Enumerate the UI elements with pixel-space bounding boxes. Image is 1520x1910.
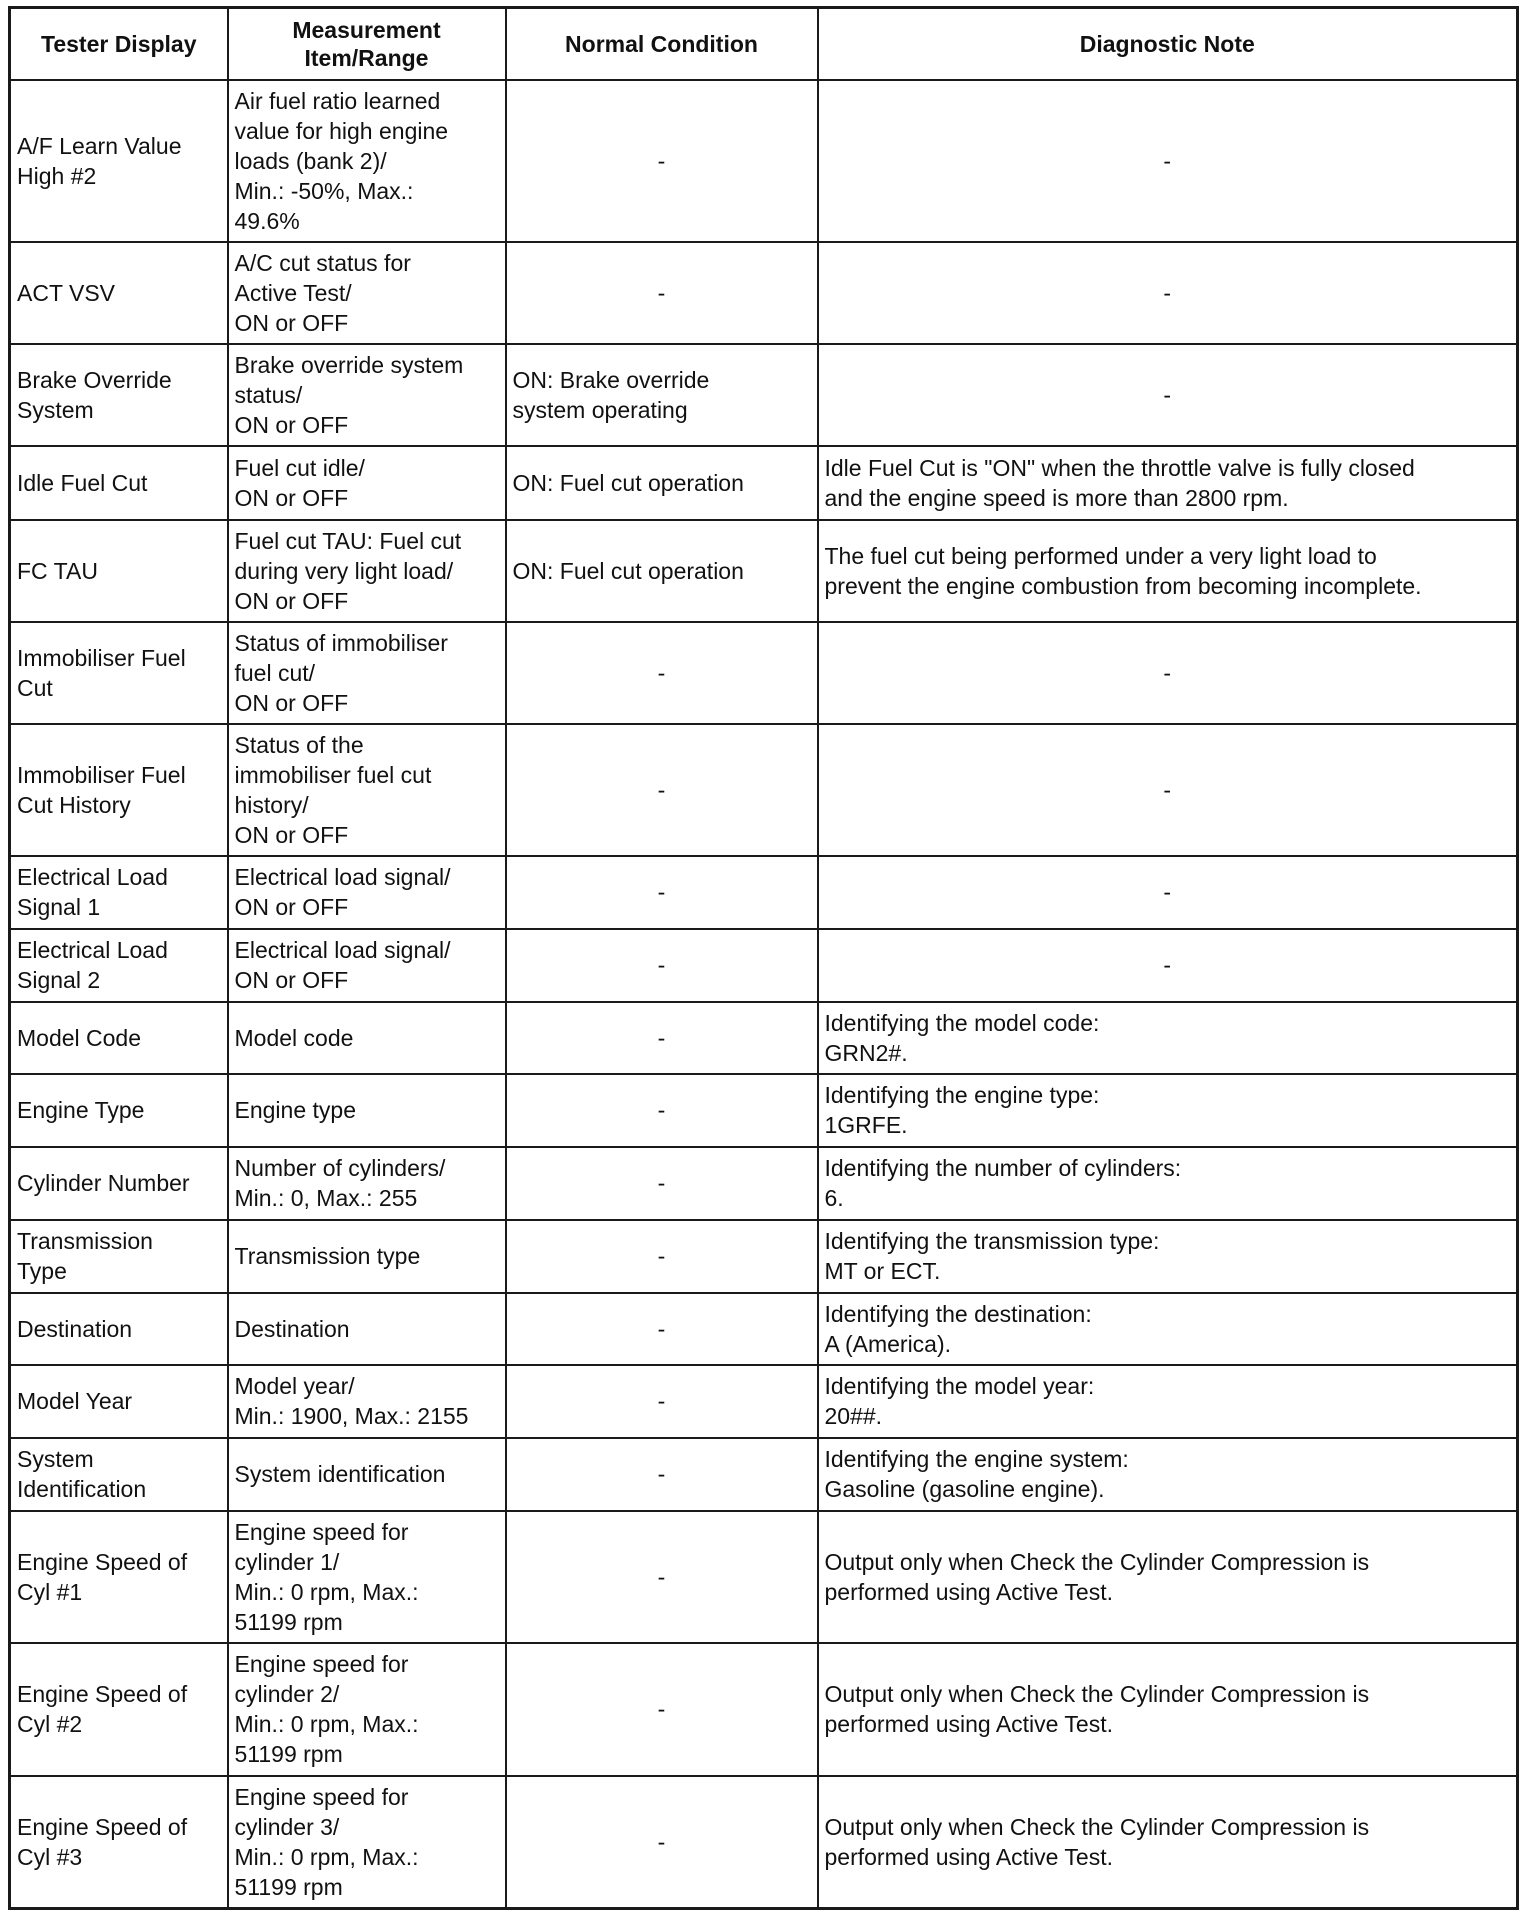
cell-measurement-item: Fuel cut TAU: Fuel cut during very light load/ ON or OFF [228, 520, 506, 622]
table-row [10, 80, 1518, 242]
header-measurement-item-range: Measurement Item/Range [228, 8, 506, 80]
table-row [10, 446, 1518, 520]
table-row [10, 1776, 1518, 1909]
header-diagnostic-note: Diagnostic Note [818, 8, 1518, 80]
cell-normal-condition: ON: Fuel cut operation [506, 446, 818, 520]
cell-diagnostic-note: Identifying the engine system: Gasoline (gasoline engine). [818, 1438, 1518, 1511]
table-row [10, 1147, 1518, 1220]
cell-normal-condition: - [506, 1776, 818, 1909]
cell-measurement-item: Brake override system status/ ON or OFF [228, 344, 506, 446]
cell-measurement-item: Electrical load signal/ ON or OFF [228, 929, 506, 1002]
cell-normal-condition: - [506, 1643, 818, 1776]
header-normal-condition: Normal Condition [506, 8, 818, 80]
table-row [10, 1074, 1518, 1147]
table-row [10, 344, 1518, 446]
cell-normal-condition: - [506, 1220, 818, 1293]
table-row [10, 1293, 1518, 1365]
cell-normal-condition: - [506, 856, 818, 929]
table-row [10, 1220, 1518, 1293]
table-row [10, 1438, 1518, 1511]
cell-measurement-item: System identification [228, 1438, 506, 1511]
cell-diagnostic-note: Identifying the engine type: 1GRFE. [818, 1074, 1518, 1147]
cell-tester-display: Idle Fuel Cut [10, 446, 228, 520]
data-list-sheet [8, 6, 1516, 1904]
cell-tester-display: Engine Speed of Cyl #1 [10, 1511, 228, 1643]
cell-measurement-item: Engine speed for cylinder 2/ Min.: 0 rpm, Max.: 51199 rpm [228, 1643, 506, 1776]
cell-normal-condition: - [506, 1147, 818, 1220]
cell-tester-display: Model Code [10, 1002, 228, 1074]
cell-tester-display: Immobiliser Fuel Cut History [10, 724, 228, 856]
cell-diagnostic-note: Identifying the model year: 20##. [818, 1365, 1518, 1438]
cell-measurement-item: Electrical load signal/ ON or OFF [228, 856, 506, 929]
cell-normal-condition: - [506, 724, 818, 856]
table-row [10, 724, 1518, 856]
cell-normal-condition: - [506, 1074, 818, 1147]
cell-tester-display: Engine Type [10, 1074, 228, 1147]
cell-tester-display: A/F Learn Value High #2 [10, 80, 228, 242]
header-tester-display: Tester Display [10, 8, 228, 80]
cell-diagnostic-note: - [818, 929, 1518, 1002]
table-row [10, 1002, 1518, 1074]
cell-measurement-item: Status of immobiliser fuel cut/ ON or OFF [228, 622, 506, 724]
cell-diagnostic-note: - [818, 856, 1518, 929]
cell-normal-condition: - [506, 622, 818, 724]
cell-diagnostic-note: - [818, 242, 1518, 344]
cell-diagnostic-note: Identifying the number of cylinders: 6. [818, 1147, 1518, 1220]
cell-normal-condition: - [506, 80, 818, 242]
table-row [10, 1511, 1518, 1643]
cell-measurement-item: Fuel cut idle/ ON or OFF [228, 446, 506, 520]
cell-tester-display: Cylinder Number [10, 1147, 228, 1220]
cell-normal-condition: ON: Brake override system operating [506, 344, 818, 446]
cell-diagnostic-note: Identifying the transmission type: MT or ECT. [818, 1220, 1518, 1293]
cell-tester-display: Electrical Load Signal 2 [10, 929, 228, 1002]
cell-tester-display: Model Year [10, 1365, 228, 1438]
cell-measurement-item: Destination [228, 1293, 506, 1365]
cell-normal-condition: - [506, 1365, 818, 1438]
cell-diagnostic-note: Identifying the model code: GRN2#. [818, 1002, 1518, 1074]
cell-normal-condition: ON: Fuel cut operation [506, 520, 818, 622]
cell-diagnostic-note: - [818, 80, 1518, 242]
cell-tester-display: Transmission Type [10, 1220, 228, 1293]
cell-diagnostic-note: Idle Fuel Cut is "ON" when the throttle valve is fully closed and the engine speed is more than 2800 rpm. [818, 446, 1518, 520]
cell-measurement-item: Engine speed for cylinder 3/ Min.: 0 rpm, Max.: 51199 rpm [228, 1776, 506, 1909]
cell-measurement-item: Engine type [228, 1074, 506, 1147]
cell-diagnostic-note: Output only when Check the Cylinder Compression is performed using Active Test. [818, 1776, 1518, 1909]
cell-measurement-item: Transmission type [228, 1220, 506, 1293]
cell-normal-condition: - [506, 1293, 818, 1365]
cell-measurement-item: Engine speed for cylinder 1/ Min.: 0 rpm, Max.: 51199 rpm [228, 1511, 506, 1643]
cell-tester-display: Brake Override System [10, 344, 228, 446]
table-row [10, 520, 1518, 622]
cell-diagnostic-note: The fuel cut being performed under a very light load to prevent the engine combustion from becoming incomplete. [818, 520, 1518, 622]
cell-tester-display: Engine Speed of Cyl #3 [10, 1776, 228, 1909]
cell-tester-display: Electrical Load Signal 1 [10, 856, 228, 929]
cell-tester-display: FC TAU [10, 520, 228, 622]
cell-normal-condition: - [506, 242, 818, 344]
table-row [10, 242, 1518, 344]
cell-diagnostic-note: Output only when Check the Cylinder Compression is performed using Active Test. [818, 1511, 1518, 1643]
table-row [10, 622, 1518, 724]
cell-diagnostic-note: - [818, 622, 1518, 724]
table-row [10, 1365, 1518, 1438]
cell-measurement-item: Air fuel ratio learned value for high engine loads (bank 2)/ Min.: -50%, Max.: 49.6% [228, 80, 506, 242]
cell-diagnostic-note: Output only when Check the Cylinder Compression is performed using Active Test. [818, 1643, 1518, 1776]
cell-normal-condition: - [506, 1002, 818, 1074]
cell-normal-condition: - [506, 1438, 818, 1511]
cell-normal-condition: - [506, 929, 818, 1002]
table-row [10, 856, 1518, 929]
cell-measurement-item: Model year/ Min.: 1900, Max.: 2155 [228, 1365, 506, 1438]
cell-diagnostic-note: - [818, 344, 1518, 446]
header-row [10, 8, 1518, 80]
cell-measurement-item: Model code [228, 1002, 506, 1074]
cell-tester-display: ACT VSV [10, 242, 228, 344]
data-list-table [8, 6, 1519, 1910]
cell-measurement-item: Number of cylinders/ Min.: 0, Max.: 255 [228, 1147, 506, 1220]
cell-tester-display: Immobiliser Fuel Cut [10, 622, 228, 724]
cell-diagnostic-note: - [818, 724, 1518, 856]
table-row [10, 929, 1518, 1002]
cell-diagnostic-note: Identifying the destination: A (America). [818, 1293, 1518, 1365]
cell-tester-display: System Identification [10, 1438, 228, 1511]
cell-measurement-item: Status of the immobiliser fuel cut history/ ON or OFF [228, 724, 506, 856]
cell-tester-display: Engine Speed of Cyl #2 [10, 1643, 228, 1776]
cell-measurement-item: A/C cut status for Active Test/ ON or OFF [228, 242, 506, 344]
cell-normal-condition: - [506, 1511, 818, 1643]
cell-tester-display: Destination [10, 1293, 228, 1365]
table-row [10, 1643, 1518, 1776]
